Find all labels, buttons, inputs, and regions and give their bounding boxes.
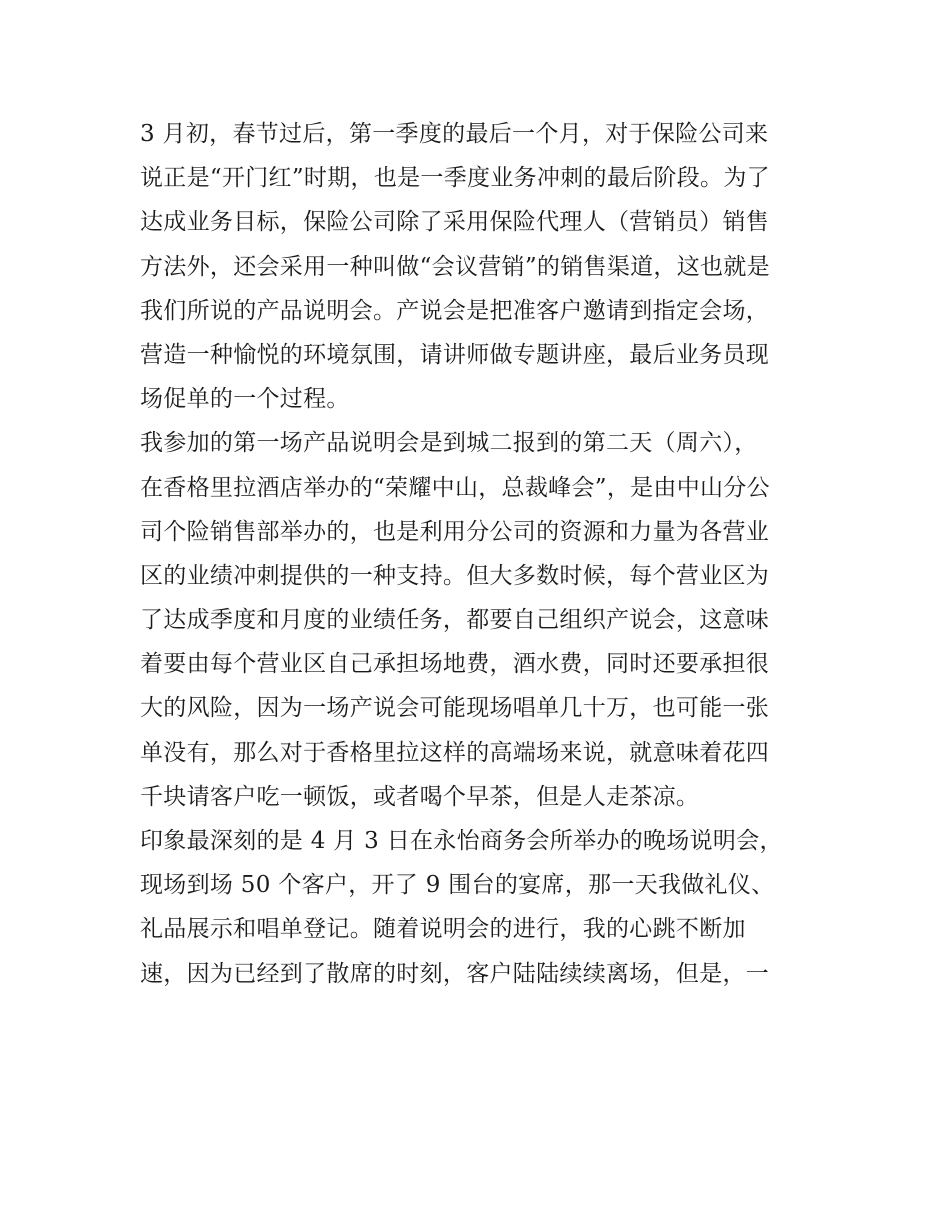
text-line: 大的风险，因为一场产说会可能现场唱单几十万，也可能一张 [140, 695, 770, 722]
text-line: 千块请客户吃一顿饭，或者喝个早茶，但是人走茶凉。 [140, 783, 700, 810]
text-line: 场促单的一个过程。 [140, 386, 350, 413]
text-line: 司个险销售部举办的，也是利用分公司的资源和力量为各营业 [140, 518, 770, 545]
text-line: 单没有，那么对于香格里拉这样的高端场来说，就意味着花四 [140, 739, 770, 766]
text-line: 说正是“开门红”时期，也是一季度业务冲刺的最后阶段。为了 [140, 165, 770, 192]
text-line: 速，因为已经到了散席的时刻，客户陆陆续续离场，但是，一 [140, 960, 770, 987]
text-line: 礼品展示和唱单登记。随着说明会的进行，我的心跳不断加 [140, 916, 746, 943]
text-line: 营造一种愉悦的环境氛围，请讲师做专题讲座，最后业务员现 [140, 341, 770, 368]
text-line: 达成业务目标，保险公司除了采用保险代理人（营销员）销售 [140, 209, 770, 236]
text-line: 区的业绩冲刺提供的一种支持。但大多数时候，每个营业区为 [140, 562, 770, 589]
text-line: 方法外，还会采用一种叫做“会议营销”的销售渠道，这也就是 [140, 253, 770, 280]
text-line: 着要由每个营业区自己承担场地费，酒水费，同时还要承担很 [140, 651, 770, 678]
text-line: 我参加的第一场产品说明会是到城二报到的第二天（周六）， [140, 430, 758, 457]
text-line: 了达成季度和月度的业绩任务，都要自己组织产说会，这意味 [140, 607, 770, 634]
text-line: 现场到场 50 个客户，开了 9 围台的宴席，那一天我做礼仪、 [140, 872, 775, 899]
text-line: 印象最深刻的是 4 月 3 日在永怡商务会所举办的晚场说明会， [140, 828, 783, 854]
document-body [140, 112, 820, 996]
text-line: 我们所说的产品说明会。产说会是把准客户邀请到指定会场， [140, 297, 770, 324]
text-line: 在香格里拉酒店举办的“荣耀中山，总裁峰会”，是由中山分公 [140, 474, 770, 501]
text-line: 3 月初，春节过后，第一季度的最后一个月，对于保险公司来 [140, 121, 769, 147]
